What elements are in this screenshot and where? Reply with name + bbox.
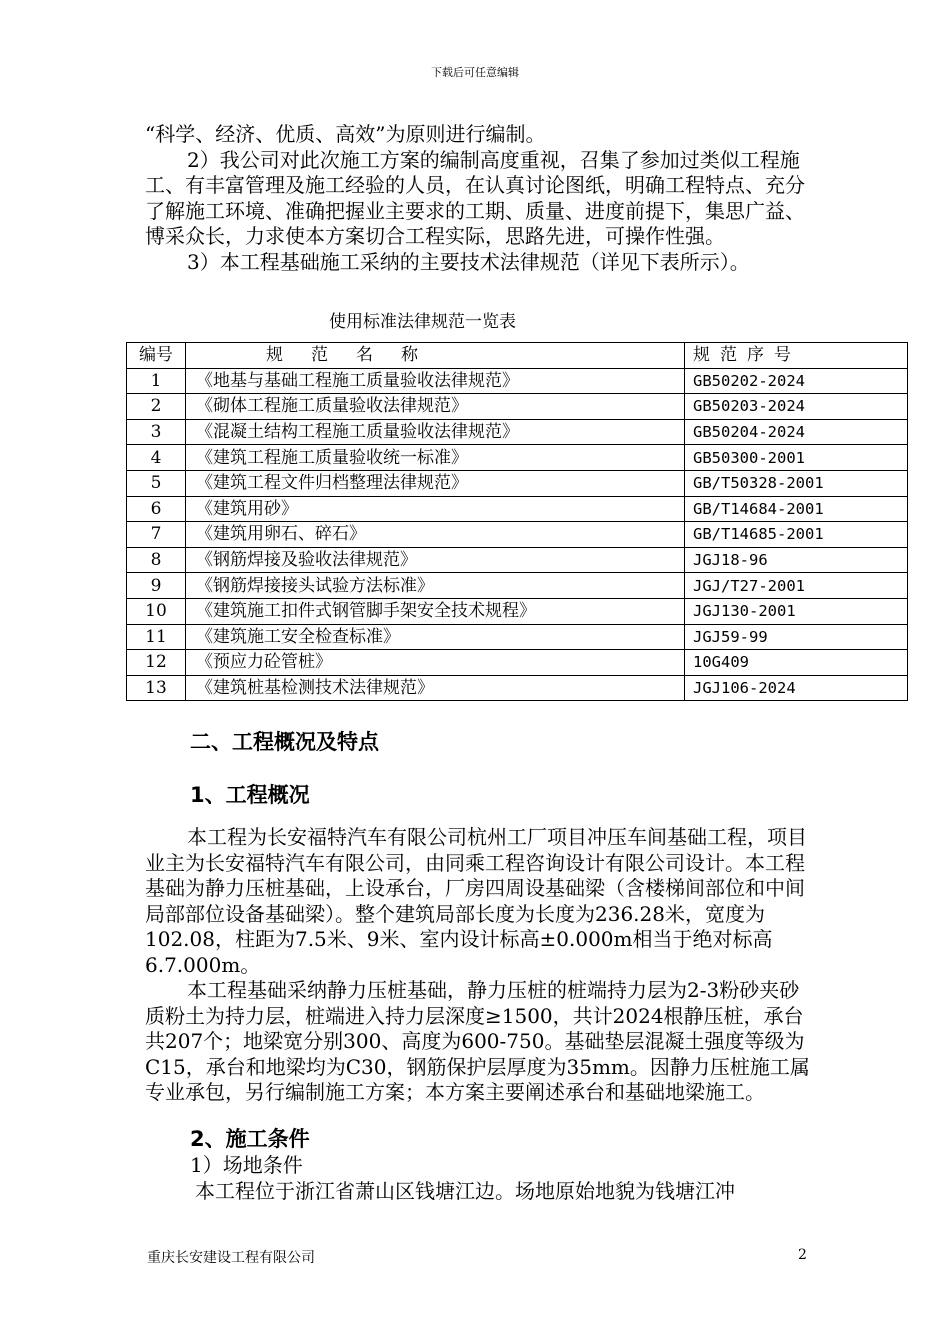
table-header-row	[127, 343, 908, 369]
row-name: 《钢筋焊接及验收法律规范》	[186, 547, 685, 573]
table-row	[127, 624, 908, 650]
row-no: 2	[127, 394, 186, 420]
row-no: 9	[127, 573, 186, 599]
overview-section	[145, 825, 815, 1106]
intro-section	[145, 122, 815, 275]
row-code: JGJ106-2024	[685, 675, 908, 701]
row-code: GB50300-2001	[685, 445, 908, 471]
table-row	[127, 675, 908, 701]
row-code: GB50204-2024	[685, 419, 908, 445]
row-name: 《建筑用卵石、碎石》	[186, 522, 685, 548]
row-name: 《预应力砼管桩》	[186, 650, 685, 676]
overview-paragraph-2: 本工程基础采纳静力压桩基础，静力压桩的桩端持力层为2-3粉砂夹砂质粉土为持力层，桩端进入持力层深度≥1500，共计2024根静压桩，承台共207个；地梁宽分别300、高度为600-750。基础垫层混凝土强度等级为C15，承台和地梁均为C30，钢筋保护层厚度为35mm。因静力压桩施工属专业承包，另行编制施工方案；本方案主要阐述承台和基础地梁施工。	[145, 978, 810, 1104]
header-no: 编号	[127, 343, 186, 369]
intro-paragraph-1: 2）我公司对此次施工方案的编制高度重视，召集了参加过类似工程施工、有丰富管理及施工经验的人员，在认真讨论图纸，明确工程特点、充分了解施工环境、准确把握业主要求的工期、质量、进度前提下，集思广益、博采众长，力求使本方案切合工程实际，思路先进，可操作性强。	[145, 147, 805, 248]
row-code: JGJ130-2001	[685, 598, 908, 624]
subsection-title-conditions: 2、施工条件	[190, 1127, 310, 1151]
row-no: 12	[127, 650, 186, 676]
row-code: GB/T14684-2001	[685, 496, 908, 522]
row-code: GB50202-2024	[685, 368, 908, 394]
header-code: 规范序号	[685, 343, 908, 369]
row-no: 13	[127, 675, 186, 701]
table-row	[127, 470, 908, 496]
site-conditions	[190, 1153, 815, 1179]
row-name: 《建筑工程施工质量验收统一标准》	[186, 445, 685, 471]
table-row	[127, 419, 908, 445]
footer-company: 重庆长安建设工程有限公司	[147, 1250, 315, 1266]
table-row	[127, 598, 908, 624]
site-paragraph: 本工程位于浙江省萧山区钱塘江边。场地原始地貌为钱塘江冲	[195, 1179, 735, 1203]
site-conditions-label: 1）场地条件	[190, 1153, 303, 1177]
page-header: 下载后可任意编辑	[431, 66, 519, 79]
row-no: 11	[127, 624, 186, 650]
table-row	[127, 368, 908, 394]
table-row	[127, 445, 908, 471]
table-row	[127, 394, 908, 420]
intro-paragraph-0: “科学、经济、优质、高效”为原则进行编制。	[145, 122, 546, 146]
footer-page-number: 2	[798, 1247, 807, 1263]
table-row	[127, 496, 908, 522]
row-no: 1	[127, 368, 186, 394]
row-name: 《砌体工程施工质量验收法律规范》	[186, 394, 685, 420]
row-name: 《地基与基础工程施工质量验收法律规范》	[186, 368, 685, 394]
row-no: 6	[127, 496, 186, 522]
row-name: 《建筑施工扣件式钢管脚手架安全技术规程》	[186, 598, 685, 624]
subsection-title-overview: 1、工程概况	[190, 783, 310, 807]
table-row	[127, 573, 908, 599]
row-name: 《混凝土结构工程施工质量验收法律规范》	[186, 419, 685, 445]
row-code: JGJ59-99	[685, 624, 908, 650]
intro-paragraph-2: 3）本工程基础施工采纳的主要技术法律规范（详见下表所示）。	[187, 249, 750, 274]
row-no: 10	[127, 598, 186, 624]
row-code: GB/T50328-2001	[685, 470, 908, 496]
section-title: 二、工程概况及特点	[190, 730, 379, 754]
row-no: 3	[127, 419, 186, 445]
row-code: GB50203-2024	[685, 394, 908, 420]
table-row	[127, 522, 908, 548]
overview-paragraph-1: 本工程为长安福特汽车有限公司杭州工厂项目冲压车间基础工程，项目业主为长安福特汽车有限公司，由同乘工程咨询设计有限公司设计。本工程基础为静力压桩基础，上设承台，厂房四周设基础梁（含楼梯间部位和中间局部部位设备基础梁）。整个建筑局部长度为长度为236.28米，宽度为102.08，柱距为7.5米、9米、室内设计标高±0.000m相当于绝对标高6.7.000m。	[145, 825, 807, 977]
row-code: JGJ/T27-2001	[685, 573, 908, 599]
standards-table	[126, 342, 908, 701]
row-name: 《建筑工程文件归档整理法律规范》	[186, 470, 685, 496]
row-code: JGJ18-96	[685, 547, 908, 573]
row-name: 《建筑桩基检测技术法律规范》	[186, 675, 685, 701]
row-name: 《建筑用砂》	[186, 496, 685, 522]
table-caption: 使用标准法律规范一览表	[329, 312, 516, 332]
row-no: 5	[127, 470, 186, 496]
row-name: 《建筑施工安全检查标准》	[186, 624, 685, 650]
table-row	[127, 650, 908, 676]
table-row	[127, 547, 908, 573]
row-no: 7	[127, 522, 186, 548]
site-paragraph-wrap	[195, 1179, 815, 1205]
row-no: 8	[127, 547, 186, 573]
header-name: 规范名称	[186, 343, 685, 369]
row-code: GB/T14685-2001	[685, 522, 908, 548]
row-name: 《钢筋焊接接头试验方法标准》	[186, 573, 685, 599]
row-no: 4	[127, 445, 186, 471]
row-code: 10G409	[685, 650, 908, 676]
